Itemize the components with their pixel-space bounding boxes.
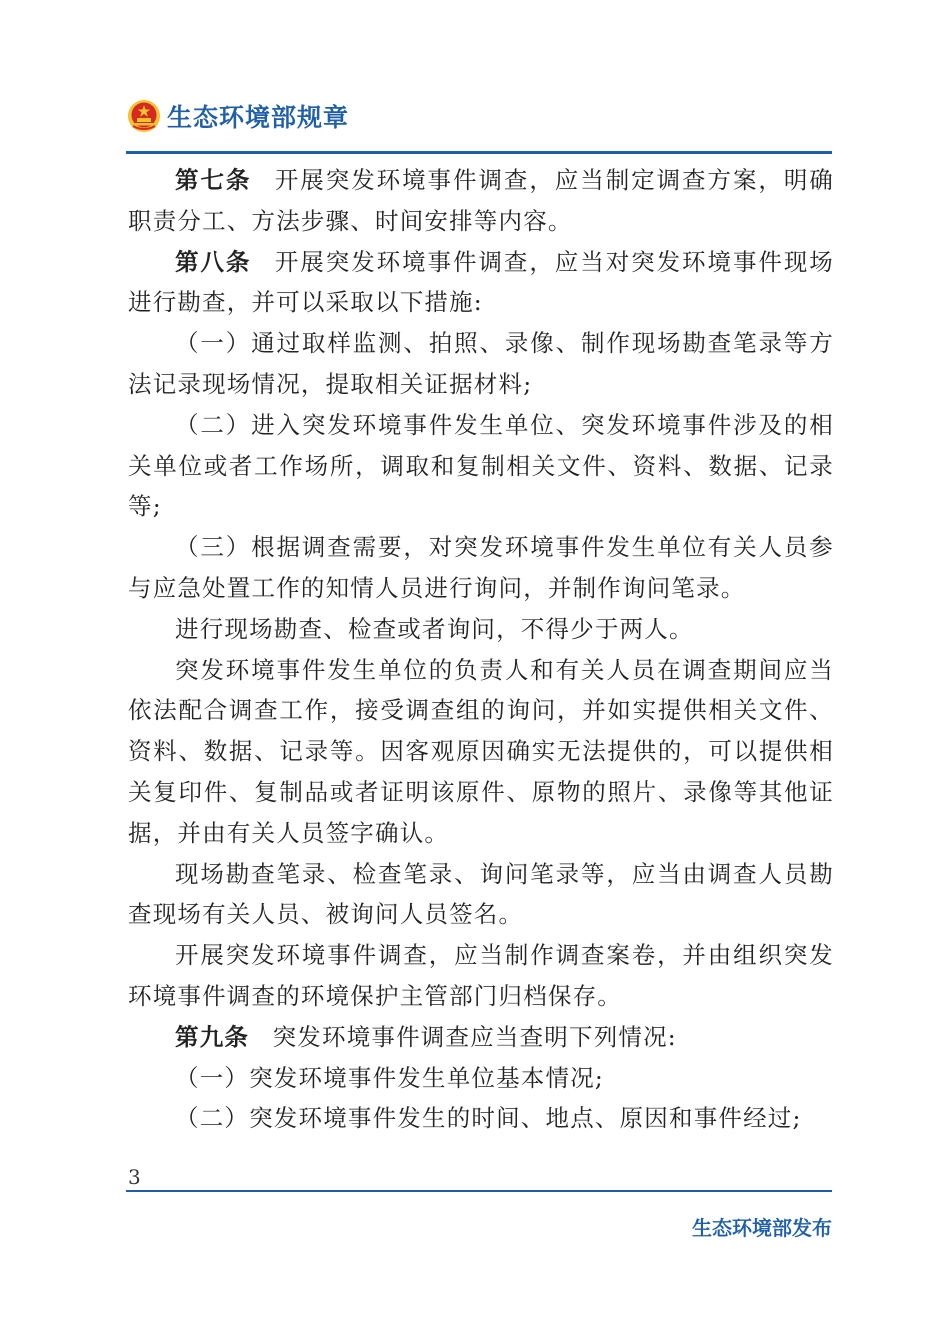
article-heading: 第九条 (175, 1022, 250, 1051)
paragraph (128, 1098, 834, 1139)
paragraph (128, 323, 834, 405)
paragraph (128, 527, 834, 609)
page-header (127, 98, 349, 134)
footer-publisher: 生态环境部发布 (692, 1216, 832, 1240)
paragraph-text: 现场勘查笔录、检查笔录、询问笔录等，应当由调查人员勘查现场有关人员、被询问人员签名。 (128, 859, 834, 929)
paragraph-text: 突发环境事件调查应当查明下列情况: (272, 1022, 677, 1051)
paragraph (128, 1017, 834, 1058)
paragraph-text: （一）通过取样监测、拍照、录像、制作现场勘查笔录等方法记录现场情况，提取相关证据材料; (128, 329, 834, 398)
article-heading: 第七条 (175, 166, 252, 194)
paragraph-text: 突发环境事件发生单位的负责人和有关人员在调查期间应当依法配合调查工作，接受调查组的询问，并如实提供相关文件、资料、数据、记录等。因客观原因确实无法提供的，可以提供相关复印件、复制品或者证明该原件、原物的照片、录像等其他证据，并由有关人员签字确认。 (128, 655, 834, 847)
page-number: 3 (128, 1165, 141, 1189)
paragraph-text: 开展突发环境事件调查，应当制定调查方案，明确职责分工、方法步骤、时间安排等内容。 (128, 166, 834, 235)
footer-divider (126, 1190, 832, 1192)
paragraph-text: （二）突发环境事件发生的时间、地点、原因和事件经过; (175, 1104, 802, 1133)
paragraph (128, 609, 834, 650)
paragraph (128, 405, 834, 527)
paragraph (128, 160, 834, 242)
paragraph (128, 1058, 834, 1099)
paragraph (128, 854, 834, 936)
paragraph-text: （二）进入突发环境事件发生单位、突发环境事件涉及的相关单位或者工作场所，调取和复制相关文件、资料、数据、记录等; (128, 410, 834, 521)
national-emblem-icon (127, 99, 161, 133)
paragraph (128, 935, 834, 1017)
paragraph-text: （三）根据调查需要，对突发环境事件发生单位有关人员参与应急处置工作的知情人员进行询问，并制作询问笔录。 (128, 533, 834, 602)
document-body (128, 160, 834, 1139)
paragraph-text: 进行现场勘查、检查或者询问，不得少于两人。 (175, 614, 694, 643)
paragraph-text: 开展突发环境事件调查，应当对突发环境事件现场进行勘查，并可以采取以下措施: (128, 247, 834, 317)
header-divider (126, 151, 832, 154)
header-title: 生态环境部规章 (167, 103, 350, 132)
paragraph-text: 开展突发环境事件调查，应当制作调查案卷，并由组织突发环境事件调查的环境保护主管部门归档保存。 (128, 941, 834, 1010)
paragraph (128, 242, 834, 324)
article-heading: 第八条 (175, 247, 252, 276)
paragraph-text: （一）突发环境事件发生单位基本情况; (175, 1063, 605, 1092)
paragraph (128, 650, 834, 854)
